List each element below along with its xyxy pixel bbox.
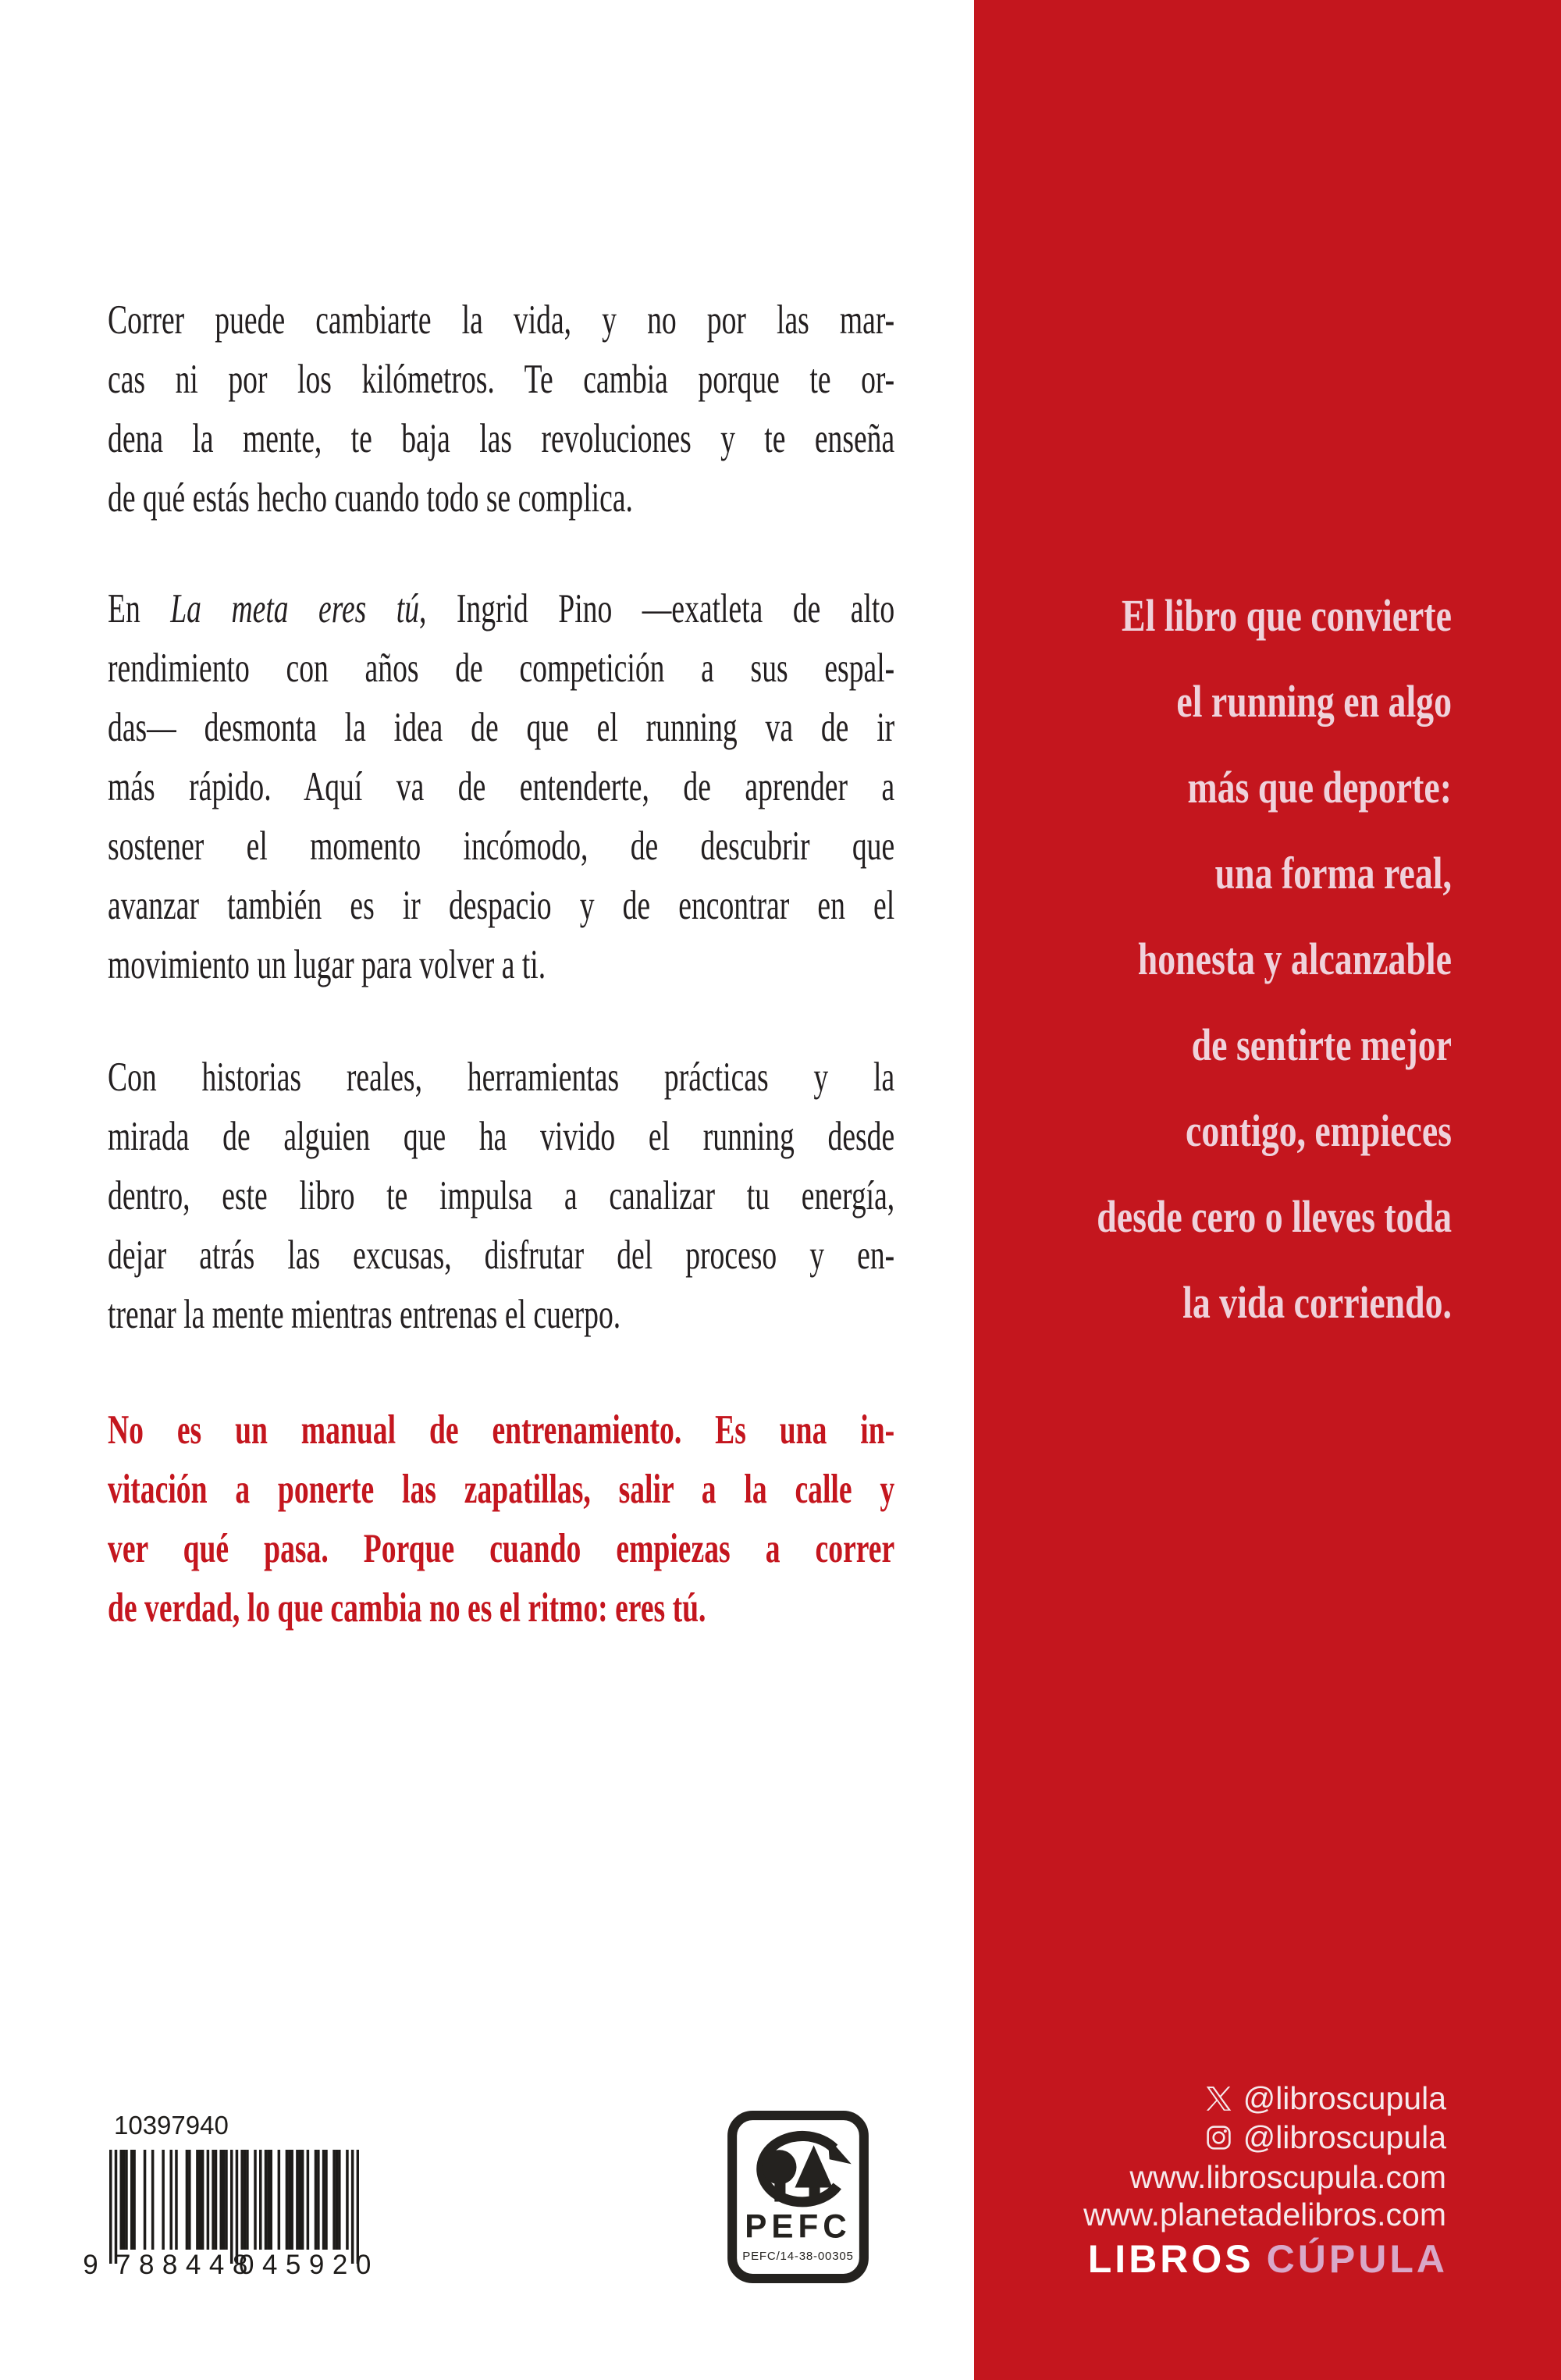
tagline-line: contigo, empieces bbox=[1185, 1105, 1452, 1156]
libros-cupula-logo bbox=[1088, 2236, 1448, 2282]
text-line: avanzar también es ir despacio y de encontrar en el bbox=[108, 883, 895, 928]
pefc-license-number: PEFC/14-38-00305 bbox=[742, 2249, 854, 2263]
text-line: rendimiento con años de competición a sus espal- bbox=[108, 646, 895, 691]
text-line: trenar la mente mientras entrenas el cuerpo. bbox=[108, 1292, 621, 1337]
text-line: sostener el momento incómodo, de descubrir que bbox=[108, 824, 895, 869]
red-sidebar bbox=[974, 0, 1561, 2380]
tagline-line: la vida corriendo. bbox=[1182, 1277, 1452, 1328]
social-handle: @libroscupula bbox=[1243, 2119, 1446, 2155]
text-line: ver qué pasa. Porque cuando empiezas a correr bbox=[108, 1526, 895, 1571]
text-line: cas ni por los kilómetros. Te cambia porque te or- bbox=[108, 357, 895, 402]
social-handles bbox=[1204, 2079, 1446, 2156]
isbn-group-left: 788448 bbox=[116, 2250, 256, 2280]
text-line: más rápido. Aquí va de entenderte, de aprender a bbox=[108, 764, 895, 809]
text-line: movimiento un lugar para volver a ti. bbox=[108, 942, 546, 987]
publisher-word-cupula: CÚPULA bbox=[1266, 2237, 1448, 2281]
social-handle: @libroscupula bbox=[1243, 2079, 1446, 2116]
tagline-line: el running en algo bbox=[1176, 676, 1452, 727]
text-line: Correr puede cambiarte la vida, y no por las mar- bbox=[108, 297, 895, 343]
text-line: dejar atrás las excusas, disfrutar del proceso y en- bbox=[108, 1233, 895, 1278]
tagline-line: El libro que convierte bbox=[1122, 590, 1452, 641]
social-row bbox=[1204, 2119, 1446, 2156]
social-row bbox=[1204, 2079, 1446, 2117]
isbn-group-right: 045920 bbox=[239, 2250, 379, 2280]
tagline-line: una forma real, bbox=[1214, 848, 1452, 898]
pefc-wordmark: PEFC bbox=[745, 2207, 852, 2245]
tagline-line: más que deporte: bbox=[1187, 762, 1452, 813]
tagline-line: honesta y alcanzable bbox=[1137, 934, 1452, 984]
pefc-logo bbox=[726, 2109, 870, 2285]
paragraph-content bbox=[108, 1048, 894, 1344]
text-line: vitación a ponerte las zapatillas, salir a la calle y bbox=[108, 1467, 895, 1512]
text-line: de verdad, lo que cambia no es el ritmo: eres tú. bbox=[108, 1585, 706, 1631]
text-line: dentro, este libro te impulsa a canalizar tu energía, bbox=[108, 1173, 895, 1218]
tagline-line: desde cero o lleves toda bbox=[1097, 1191, 1452, 1242]
website-libroscupula: www.libroscupula.com bbox=[1129, 2159, 1446, 2195]
text-line: das— desmonta la idea de que el running va de ir bbox=[108, 705, 895, 750]
barcode bbox=[109, 2150, 359, 2264]
isbn-digits bbox=[83, 2250, 379, 2282]
text-line: de qué estás hecho cuando todo se complica. bbox=[108, 475, 633, 521]
text-line: No es un manual de entrenamiento. Es una in- bbox=[108, 1407, 895, 1453]
text-line: mirada de alguien que ha vivido el running desde bbox=[108, 1114, 895, 1159]
text-line: Con historias reales, herramientas prácticas y la bbox=[108, 1055, 895, 1100]
paragraph-author bbox=[108, 579, 894, 994]
paragraph-intro bbox=[108, 290, 894, 528]
text-line: En La meta eres tú, Ingrid Pino —exatleta de alto bbox=[108, 586, 895, 631]
website-links bbox=[1083, 2158, 1446, 2233]
sidebar-tagline bbox=[983, 573, 1452, 1346]
product-code: 10397940 bbox=[114, 2111, 229, 2140]
website-planetadelibros: www.planetadelibros.com bbox=[1083, 2197, 1446, 2232]
instagram-icon bbox=[1204, 2123, 1233, 2152]
text-line: dena la mente, te baja las revoluciones y te enseña bbox=[108, 416, 895, 461]
paragraph-highlight bbox=[108, 1400, 894, 1638]
tagline-line: de sentirte mejor bbox=[1191, 1019, 1452, 1070]
publisher-word-libros: LIBROS bbox=[1087, 2237, 1254, 2281]
x-icon bbox=[1204, 2084, 1233, 2113]
isbn-prefix-digit: 9 bbox=[83, 2250, 98, 2280]
